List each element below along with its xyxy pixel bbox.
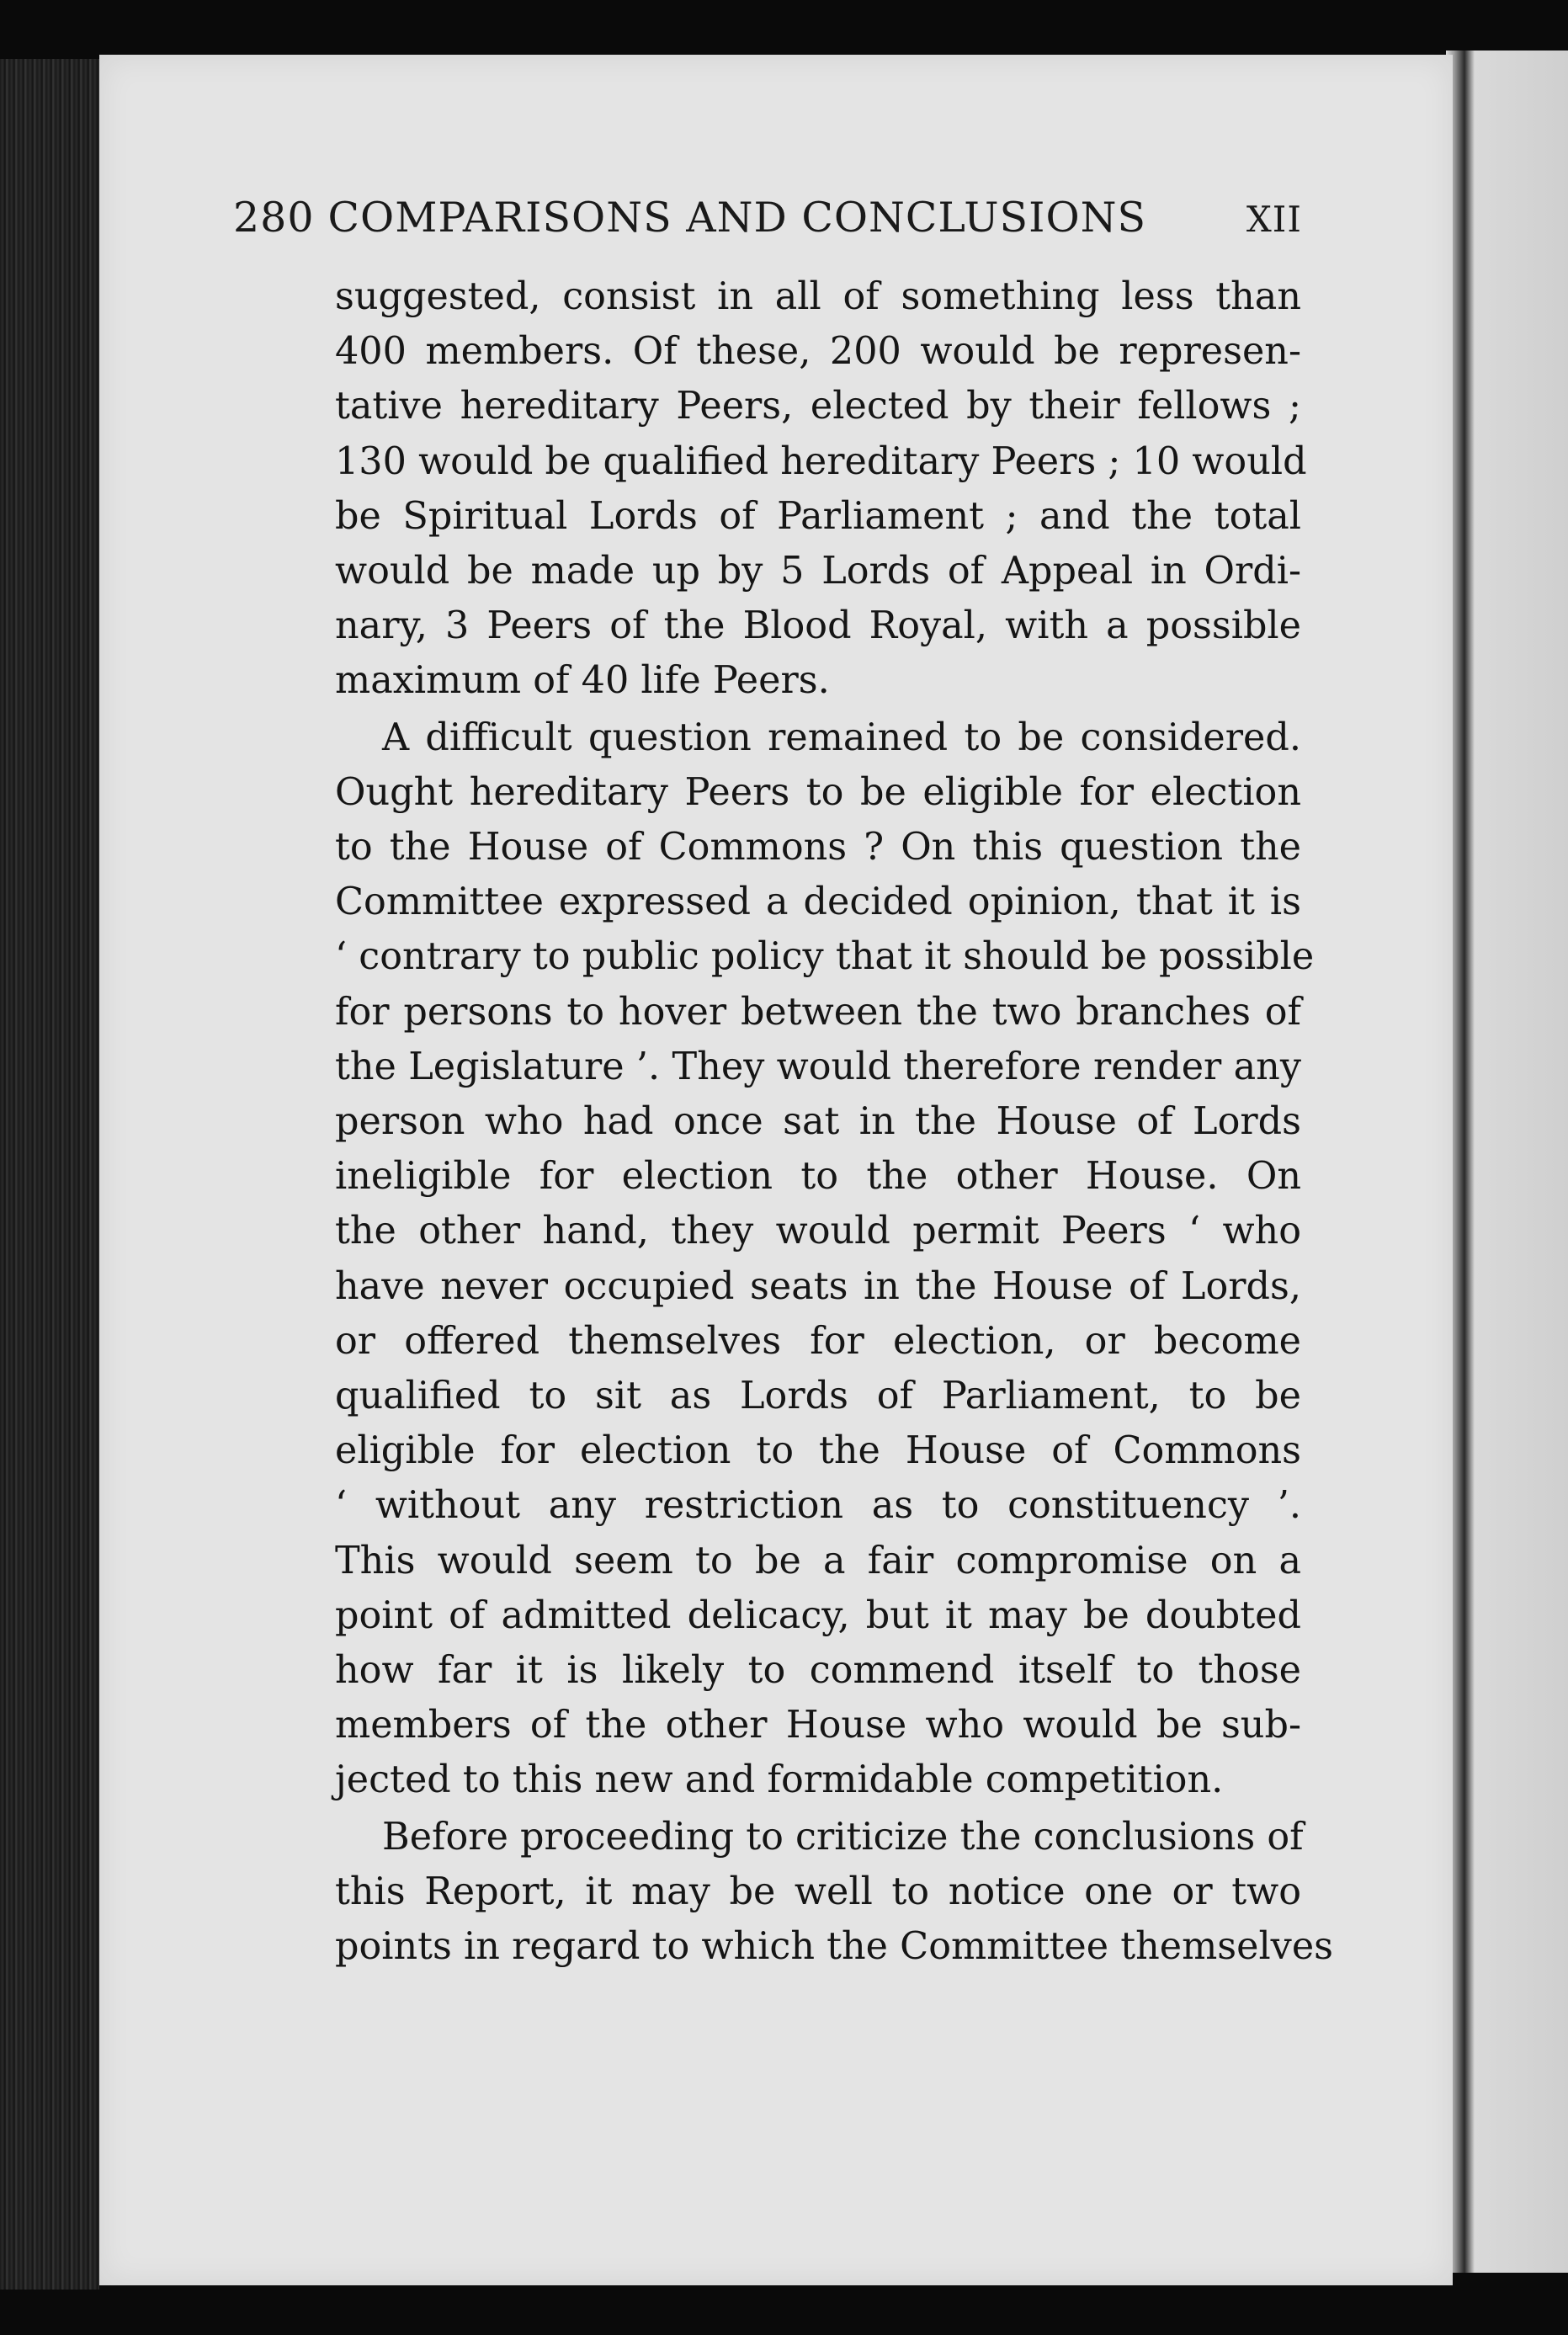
text-line: points in regard to which the Committee themselves [335,1925,1333,1969]
text-line: maximum of 40 life Peers. [335,659,830,703]
text-line: jected to this new and formidable competition. [335,1758,1224,1802]
text-line: 130 would be qualified hereditary Peers ; 10 would [335,439,1307,483]
text-line: Ought hereditary Peers to be eligible for election [335,770,1301,814]
chapter-number: XII [1246,199,1302,240]
paragraph [335,269,1307,709]
text-line: A difficult question remained to be considered. [382,715,1301,759]
book-spine-edge [0,59,99,2290]
page-number: 280 [233,194,315,242]
text-line: would be made up by 5 Lords of Appeal in Ordi- [335,550,1301,593]
text-line: for persons to hover between the two branches of [335,990,1301,1034]
text-line: members of the other House who would be sub- [335,1704,1301,1747]
text-line: ineligible for election to the other House. On [335,1155,1301,1199]
body-text [335,269,1333,1976]
text-line: Before proceeding to criticize the conclusions of [382,1815,1304,1859]
text-line: Committee expressed a decided opinion, that it is [335,880,1301,924]
text-line: the Legislature ’. They would therefore render any [335,1045,1301,1088]
text-line: ‘ contrary to public policy that it should be possible [335,935,1315,979]
text-line: This would seem to be a fair compromise on a [335,1539,1301,1582]
text-line: to the House of Commons ? On this question the [335,826,1301,870]
text-line: this Report, it may be well to notice one or two [335,1870,1301,1913]
page-stack-edge [1446,51,1568,2273]
text-line: qualified to sit as Lords of Parliament, to be [335,1375,1301,1418]
text-line: nary, 3 Peers of the Blood Royal, with a possible [335,604,1301,648]
paragraph [335,710,1315,1808]
text-line: be Spiritual Lords of Parliament ; and the total [335,494,1301,538]
text-line: have never occupied seats in the House of Lords, [335,1264,1301,1308]
text-line: eligible for election to the House of Commons [335,1429,1301,1473]
text-line: point of admitted delicacy, but it may be doubted [335,1593,1301,1637]
running-header [233,194,1302,253]
text-line: 400 members. Of these, 200 would be represen- [335,330,1301,374]
text-line: or offered themselves for election, or become [335,1319,1301,1363]
text-line: person who had once sat in the House of Lords [335,1100,1301,1144]
text-line: tative hereditary Peers, elected by their fellows ; [335,385,1301,428]
text-line: ‘ without any restriction as to constituency ’. [335,1484,1301,1528]
text-line: suggested, consist in all of something less than [335,275,1301,318]
text-line: how far it is likely to commend itself to those [335,1649,1301,1693]
paragraph [335,1810,1333,1975]
running-title: COMPARISONS AND CONCLUSIONS [327,194,1147,242]
text-line: the other hand, they would permit Peers ‘ who [335,1210,1301,1253]
